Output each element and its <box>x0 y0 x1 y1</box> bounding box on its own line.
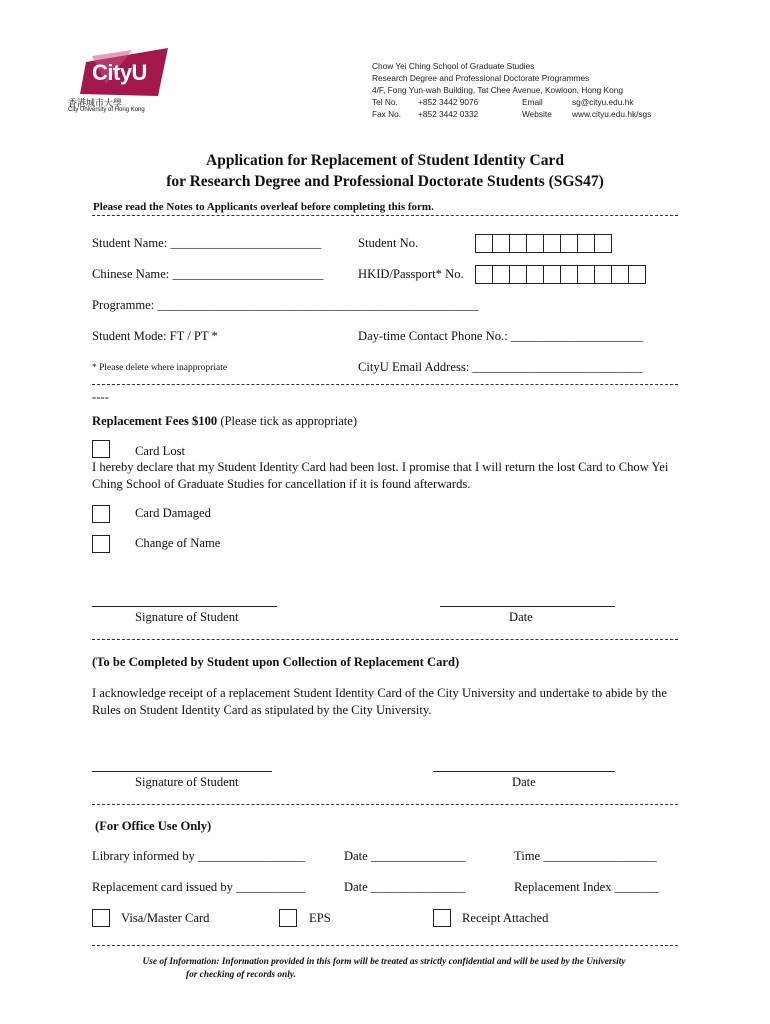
collection-heading: (To be Completed by Student upon Collection of Replacement Card) <box>92 655 460 669</box>
declaration-text: I hereby declare that my Student Identity Card had been lost. I promise that I will return the lost Card to Chow Yei Ching School of Graduate Studies for cancellation if it is found afterwards. <box>92 460 669 491</box>
footer-line-1: Use of Information: Information provided in this form will be treated as strictly confidential and will be used by the University <box>142 957 626 967</box>
date-field[interactable]: Date _______________ <box>344 880 466 894</box>
office-heading: (For Office Use Only) <box>95 819 212 833</box>
website-label: Website <box>522 109 552 119</box>
email-address: sg@cityu.edu.hk <box>572 97 634 107</box>
footer-note <box>88 956 680 982</box>
time-field[interactable]: Time __________________ <box>514 849 657 863</box>
card-damaged-checkbox[interactable] <box>92 505 110 523</box>
website-url: www.cityu.edu.hk/sgs <box>572 109 652 119</box>
chinese-name-field[interactable]: Chinese Name: ________________________ <box>92 267 324 281</box>
fees-heading-rest: (Please tick as appropriate) <box>217 414 358 428</box>
fax-number: +852 3442 0332 <box>418 109 479 119</box>
form-title: Application for Replacement of Student Identity Card <box>206 152 564 169</box>
student-name-field[interactable]: Student Name: ________________________ <box>92 236 322 250</box>
divider <box>92 945 678 946</box>
programmes: Research Degree and Professional Doctorate Programmes <box>372 73 590 83</box>
logo-english: City University of Hong Kong <box>68 107 145 113</box>
dash-tail: ---- <box>92 390 109 404</box>
signature-label: Signature of Student <box>135 775 239 789</box>
date-line[interactable] <box>440 606 615 607</box>
change-name-checkbox[interactable] <box>92 535 110 553</box>
signature-line[interactable] <box>92 606 277 607</box>
divider <box>92 384 678 385</box>
form-subtitle: for Research Degree and Professional Doctorate Students (SGS47) <box>166 173 604 190</box>
visa-label: Visa/Master Card <box>121 911 210 925</box>
divider <box>92 215 678 216</box>
fees-heading <box>92 414 357 429</box>
library-field[interactable]: Library informed by _________________ <box>92 849 306 863</box>
receipt-checkbox[interactable] <box>433 909 451 927</box>
student-no-label: Student No. <box>358 236 419 250</box>
hkid-boxes[interactable] <box>475 265 646 284</box>
change-name-label: Change of Name <box>135 536 221 550</box>
logo-text: CityU <box>92 60 147 85</box>
notes-instruction: Please read the Notes to Applicants overleaf before completing this form. <box>93 201 434 213</box>
visa-checkbox[interactable] <box>92 909 110 927</box>
student-mode-field[interactable]: Student Mode: FT / PT * <box>92 329 218 343</box>
replacement-index-field[interactable]: Replacement Index _______ <box>514 880 659 894</box>
acknowledge-text: I acknowledge receipt of a replacement Student Identity Card of the City University and undertake to abide by the Rules on Student Identity Card as stipulated by the City University. <box>92 686 667 717</box>
hkid-label: HKID/Passport* No. <box>358 267 464 281</box>
divider <box>92 804 678 805</box>
date-field[interactable]: Date _______________ <box>344 849 466 863</box>
date-label: Date <box>509 610 533 624</box>
phone-field[interactable]: Day-time Contact Phone No.: _____________________ <box>358 329 644 343</box>
cityu-logo <box>66 46 178 118</box>
address: 4/F, Fong Yun-wah Building, Tat Chee Avenue, Kowloon, Hong Kong <box>372 85 623 95</box>
card-damaged-label: Card Damaged <box>135 506 211 520</box>
signature-label: Signature of Student <box>135 610 239 624</box>
tel-number: +852 3442 9076 <box>418 97 479 107</box>
date-line[interactable] <box>433 771 615 772</box>
email-field[interactable]: CityU Email Address: ___________________________ <box>358 360 643 374</box>
signature-line[interactable] <box>92 771 272 772</box>
student-no-boxes[interactable] <box>475 234 612 253</box>
fax-label: Fax No. <box>372 109 402 119</box>
email-label: Email <box>522 97 543 107</box>
card-lost-label: Card Lost <box>135 444 186 458</box>
receipt-label: Receipt Attached <box>462 911 549 925</box>
programme-field[interactable]: Programme: ___________________________________________________ <box>92 298 479 312</box>
issued-by-field[interactable]: Replacement card issued by ___________ <box>92 880 306 894</box>
eps-checkbox[interactable] <box>279 909 297 927</box>
logo-chinese: 香港城市大學 <box>68 98 123 108</box>
school-name: Chow Yei Ching School of Graduate Studies <box>372 61 535 71</box>
fees-heading-bold: Replacement Fees $100 <box>92 414 218 428</box>
tel-label: Tel No. <box>372 97 398 107</box>
card-lost-checkbox[interactable] <box>92 440 110 458</box>
date-label: Date <box>512 775 536 789</box>
eps-label: EPS <box>309 911 331 925</box>
footer-line-2: for checking of records only. <box>186 970 296 980</box>
divider <box>92 639 678 640</box>
delete-note: * Please delete where inappropriate <box>92 363 228 373</box>
